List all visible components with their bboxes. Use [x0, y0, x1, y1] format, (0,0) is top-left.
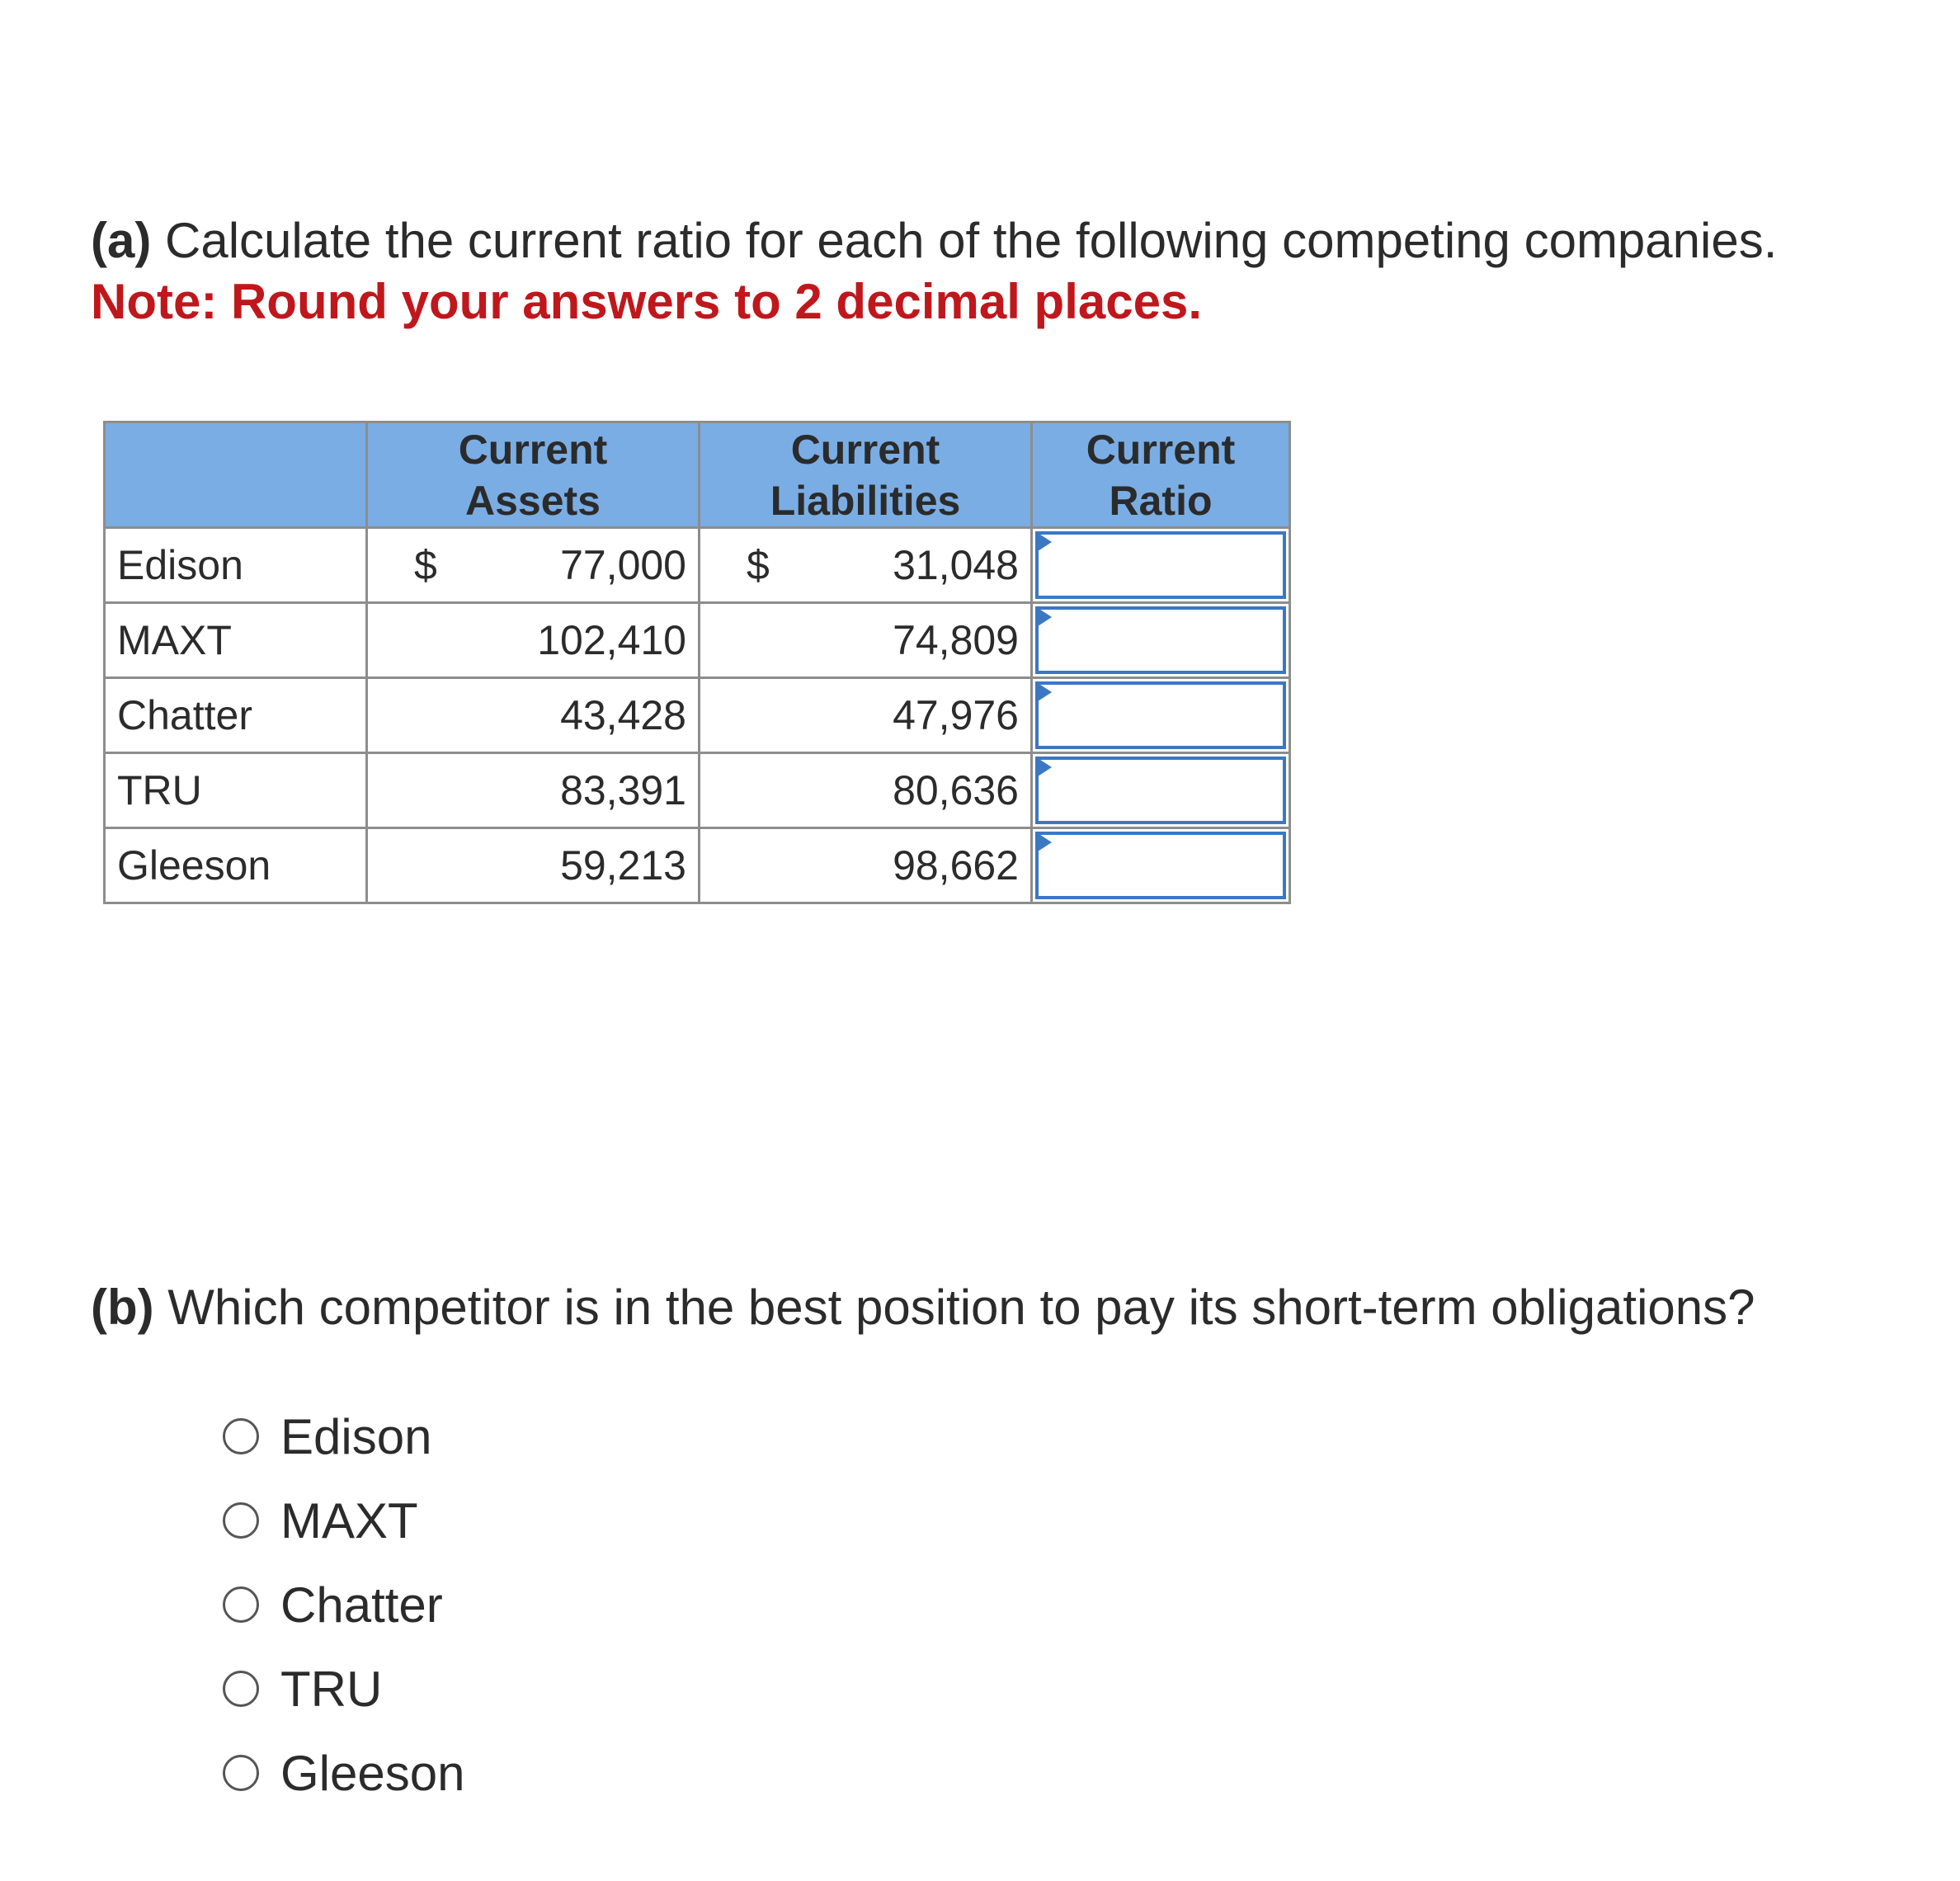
current-liabilities-value: 47,976: [893, 692, 1019, 738]
company-name: Gleeson: [105, 828, 367, 903]
current-ratio-input-gleeson[interactable]: [1035, 832, 1286, 899]
current-ratio-input-chatter[interactable]: [1035, 681, 1286, 749]
current-ratio-cell: [1032, 678, 1290, 753]
current-liabilities-cell: [700, 828, 1032, 903]
header-current-liabilities: [700, 422, 1032, 528]
input-marker-icon: [1035, 757, 1052, 778]
current-ratio-cell: [1032, 528, 1290, 603]
current-liabilities-cell: [700, 528, 1032, 603]
header-assets-line2: Assets: [465, 477, 601, 524]
question-b-prompt: Which competitor is in the best position to pay its short-term obligations?: [167, 1280, 1755, 1335]
input-marker-icon: [1035, 832, 1052, 853]
current-assets-cell: [367, 828, 700, 903]
table-header-row: [105, 422, 1290, 528]
company-name: TRU: [105, 753, 367, 828]
question-a-prompt: Calculate the current ratio for each of the following competing companies.: [165, 213, 1778, 268]
option-chatter[interactable]: [223, 1563, 464, 1647]
header-liabilities-line1: Current: [790, 426, 940, 473]
current-assets-value: 83,391: [560, 767, 686, 813]
current-assets-value: 43,428: [560, 692, 686, 738]
question-a-text: [91, 210, 1906, 271]
company-name: MAXT: [105, 603, 367, 678]
input-marker-icon: [1035, 531, 1052, 553]
header-assets-line1: Current: [458, 426, 608, 473]
option-tru[interactable]: [223, 1647, 464, 1731]
current-assets-cell: [367, 753, 700, 828]
current-liabilities-value: 80,636: [893, 767, 1019, 813]
current-assets-cell: [367, 528, 700, 603]
header-current-ratio: [1032, 422, 1290, 528]
current-ratio-input-edison[interactable]: [1035, 531, 1286, 599]
table-row-chatter: [105, 678, 1290, 753]
option-label: Gleeson: [280, 1745, 465, 1801]
option-label: Chatter: [280, 1577, 443, 1633]
question-b: [91, 1277, 1755, 1338]
dollar-sign: $: [414, 542, 437, 588]
current-ratio-cell: [1032, 603, 1290, 678]
current-liabilities-value: 74,809: [893, 617, 1019, 663]
header-liabilities-line2: Liabilities: [770, 477, 961, 524]
header-company: [105, 422, 367, 528]
question-a: [91, 210, 1906, 332]
current-ratio-cell: [1032, 828, 1290, 903]
input-marker-icon: [1035, 606, 1052, 628]
current-liabilities-value: 98,662: [893, 842, 1019, 889]
current-assets-value: 77,000: [560, 542, 686, 588]
current-liabilities-cell: [700, 678, 1032, 753]
current-assets-value: 59,213: [560, 842, 686, 889]
option-label: TRU: [280, 1661, 383, 1717]
company-name: Chatter: [105, 678, 367, 753]
current-liabilities-cell: [700, 603, 1032, 678]
option-label: MAXT: [280, 1492, 418, 1549]
table-row-maxt: [105, 603, 1290, 678]
question-b-label: (b): [91, 1280, 154, 1335]
radio-button[interactable]: [223, 1671, 259, 1707]
company-name: Edison: [105, 528, 367, 603]
header-ratio-line1: Current: [1086, 426, 1236, 473]
current-ratio-input-maxt[interactable]: [1035, 606, 1286, 674]
option-gleeson[interactable]: [223, 1731, 464, 1815]
radio-button[interactable]: [223, 1586, 259, 1623]
rounding-note: Note: Round your answers to 2 decimal places.: [91, 274, 1203, 329]
current-liabilities-cell: [700, 753, 1032, 828]
option-maxt[interactable]: [223, 1478, 464, 1563]
radio-button[interactable]: [223, 1502, 259, 1539]
current-assets-cell: [367, 603, 700, 678]
radio-button[interactable]: [223, 1755, 259, 1791]
current-liabilities-value: 31,048: [893, 542, 1019, 588]
option-edison[interactable]: [223, 1394, 464, 1478]
input-marker-icon: [1035, 681, 1052, 703]
current-assets-value: 102,410: [537, 617, 686, 663]
radio-button[interactable]: [223, 1418, 259, 1454]
current-ratio-table: [103, 421, 1291, 904]
table-row-gleeson: [105, 828, 1290, 903]
header-ratio-line2: Ratio: [1109, 477, 1213, 524]
table-row-tru: [105, 753, 1290, 828]
table-row-edison: [105, 528, 1290, 603]
current-assets-cell: [367, 678, 700, 753]
current-ratio-input-tru[interactable]: [1035, 757, 1286, 824]
option-label: Edison: [280, 1408, 432, 1464]
dollar-sign: $: [747, 542, 770, 588]
current-ratio-cell: [1032, 753, 1290, 828]
answer-options: [223, 1394, 464, 1815]
header-current-assets: [367, 422, 700, 528]
question-a-label: (a): [91, 213, 152, 268]
